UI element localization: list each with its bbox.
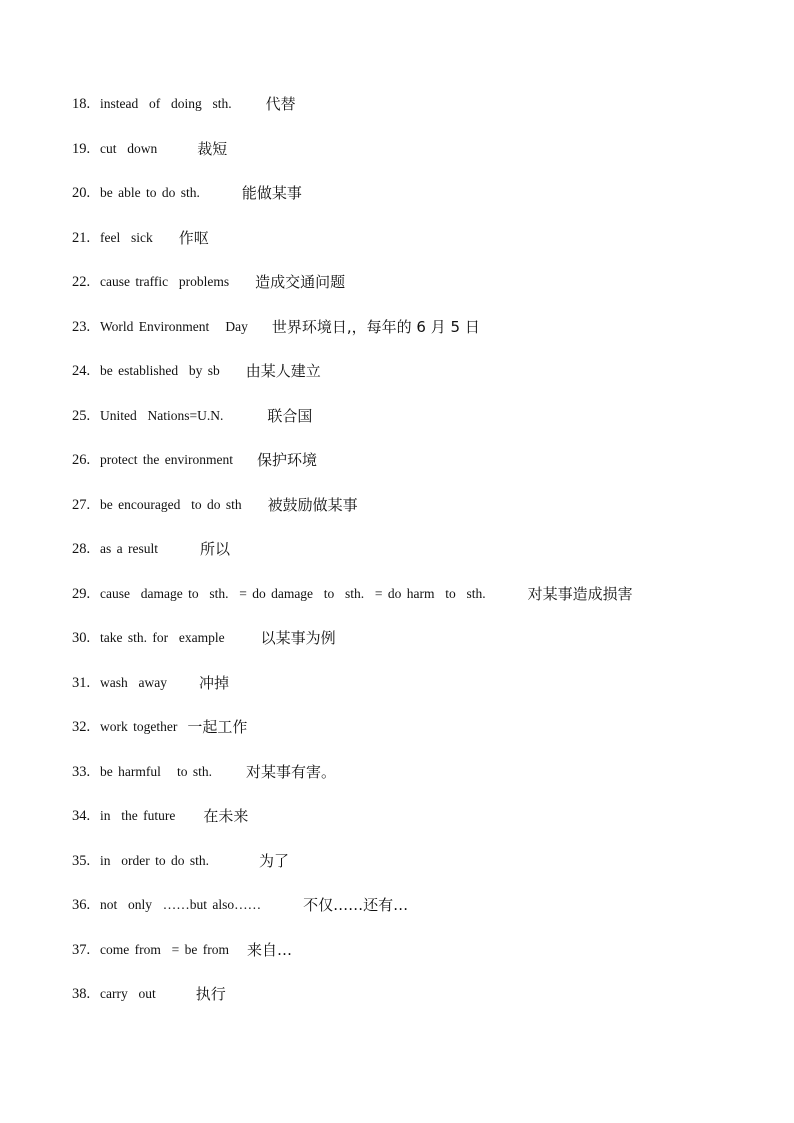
chinese-meaning: 世界环境日,，每年的 6 月 5 日: [271, 317, 480, 336]
entry-number: 28.: [72, 541, 91, 557]
english-phrase: feel sick: [100, 229, 153, 245]
entry-number: 23.: [72, 318, 91, 335]
chinese-meaning: 一起工作: [187, 718, 248, 736]
chinese-meaning: 作呕: [178, 228, 209, 247]
phrase-entry: [72, 850, 772, 895]
phrase-entry: [72, 405, 772, 450]
phrase-entry: [72, 538, 772, 583]
entry-number: 37.: [72, 941, 91, 958]
phrase-entry: [72, 494, 772, 539]
english-phrase: in order to do sth.: [100, 852, 209, 868]
entry-number: 24.: [72, 363, 91, 379]
phrase-entry: [72, 761, 772, 806]
english-phrase: take sth. for example: [100, 630, 225, 645]
chinese-meaning: 由某人建立: [245, 362, 321, 380]
chinese-meaning: 联合国: [267, 406, 313, 425]
english-phrase: carry out: [100, 986, 156, 1001]
entry-number: 26.: [72, 452, 91, 468]
phrase-entry: [72, 672, 772, 717]
phrase-entry: [72, 627, 772, 672]
entry-number: 25.: [72, 407, 91, 424]
entry-number: 30.: [72, 630, 91, 646]
entry-number: 38.: [72, 986, 91, 1002]
english-phrase: World Environment Day: [100, 318, 248, 334]
phrase-entry: [72, 360, 772, 405]
chinese-meaning: 为了: [259, 851, 290, 870]
chinese-meaning: 来自…: [246, 940, 292, 959]
entry-number: 35.: [72, 852, 91, 869]
entry-number: 27.: [72, 496, 91, 513]
english-phrase: come from = be from: [100, 941, 229, 957]
english-phrase: be able to do sth.: [100, 185, 200, 200]
chinese-meaning: 代替: [265, 95, 296, 113]
english-phrase: wash away: [100, 674, 167, 690]
chinese-meaning: 冲掉: [198, 673, 229, 692]
english-phrase: not only ……but also……: [100, 897, 262, 912]
english-phrase: cause traffic problems: [100, 274, 230, 289]
english-phrase: in the future: [100, 808, 176, 823]
phrase-entry: [72, 227, 772, 272]
chinese-meaning: 以某事为例: [260, 629, 336, 647]
chinese-meaning: 被鼓励做某事: [267, 495, 358, 514]
phrase-entry: [72, 939, 772, 984]
english-phrase: United Nations=U.N.: [100, 407, 224, 423]
chinese-meaning: 所以: [199, 540, 230, 558]
english-phrase: be established by sb: [100, 363, 220, 378]
phrase-entry: [72, 983, 772, 1028]
chinese-meaning: 对某事造成损害: [527, 584, 633, 603]
entry-number: 21.: [72, 229, 91, 246]
english-phrase: as a result: [100, 541, 158, 556]
phrase-entry: [72, 716, 772, 761]
english-phrase: cut down: [100, 140, 158, 156]
entry-number: 29.: [72, 585, 91, 602]
entry-number: 22.: [72, 274, 91, 290]
phrase-entry: [72, 93, 772, 138]
phrase-entry: [72, 138, 772, 183]
entry-number: 32.: [72, 719, 91, 735]
phrase-list: [72, 93, 772, 1028]
entry-number: 20.: [72, 185, 91, 201]
chinese-meaning: 能做某事: [241, 184, 302, 202]
phrase-entry: [72, 894, 772, 939]
entry-number: 33.: [72, 763, 91, 780]
entry-number: 34.: [72, 808, 91, 824]
phrase-entry: [72, 316, 772, 361]
chinese-meaning: 裁短: [197, 139, 228, 158]
entry-number: 19.: [72, 140, 91, 157]
chinese-meaning: 保护环境: [256, 451, 317, 469]
phrase-entry: [72, 182, 772, 227]
chinese-meaning: 执行: [195, 985, 226, 1003]
phrase-entry: [72, 805, 772, 850]
english-phrase: cause damage to sth. = do damage to sth. = do harm to sth.: [100, 585, 486, 601]
phrase-entry: [72, 583, 772, 628]
english-phrase: instead of doing sth.: [100, 96, 232, 111]
english-phrase: protect the environment: [100, 452, 233, 467]
english-phrase: be harmful to sth.: [100, 763, 212, 779]
chinese-meaning: 造成交通问题: [255, 273, 346, 291]
entry-number: 36.: [72, 897, 91, 913]
english-phrase: work together: [100, 719, 178, 734]
entry-number: 18.: [72, 96, 91, 112]
english-phrase: be encouraged to do sth: [100, 496, 242, 512]
chinese-meaning: 在未来: [203, 807, 249, 825]
entry-number: 31.: [72, 674, 91, 691]
chinese-meaning: 对某事有害。: [245, 762, 336, 781]
chinese-meaning: 不仅……还有…: [303, 896, 409, 914]
phrase-entry: [72, 271, 772, 316]
phrase-entry: [72, 449, 772, 494]
